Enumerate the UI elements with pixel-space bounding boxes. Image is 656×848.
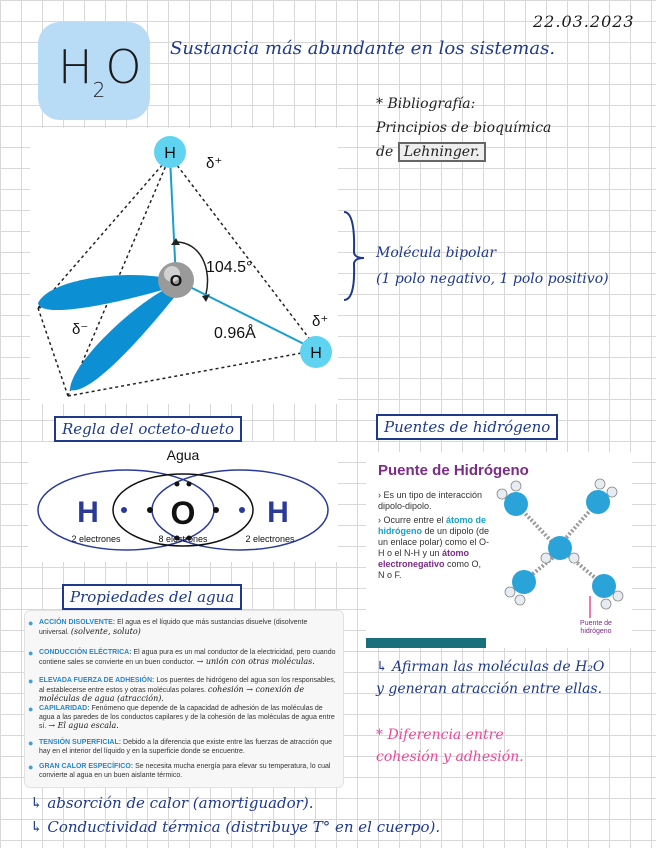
lewis-h-left: H bbox=[77, 496, 99, 529]
water-molecule-diagram bbox=[30, 128, 338, 404]
label-center: 8 electrones bbox=[158, 534, 208, 544]
water-drop-icon: ● bbox=[28, 618, 34, 628]
hydrogen-bond-title: Puentes de hidrógeno bbox=[376, 414, 558, 440]
atom-o: O bbox=[169, 273, 183, 290]
slide-heading: Puente de Hidrógeno bbox=[378, 462, 529, 479]
bullet-1: › Es un tipo de interacción dipolo-dipolo. bbox=[378, 490, 483, 511]
water-drop-icon: ● bbox=[28, 704, 34, 714]
hbond-caption: Puente de hidrógeno bbox=[580, 620, 612, 635]
property-item: ● TENSIÓN SUPERFICIAL: Debido a la diferencia que existe entre las fuerzas de atracción que hay en el interior del líquido y en la superficie donde se encuentre. bbox=[28, 738, 332, 755]
atom-h-top: H bbox=[164, 145, 176, 162]
lewis-h-right: H bbox=[267, 496, 289, 529]
water-drop-icon: ● bbox=[28, 676, 34, 686]
property-item: ● ACCIÓN DISOLVENTE: El agua es el líquido que más sustancias disuelve (disolvente universal. (solvente, soluto) bbox=[28, 618, 308, 636]
properties-title: Propiedades del agua bbox=[62, 584, 242, 610]
cohesion-adhesion-note: * Diferencia entre cohesión y adhesión. bbox=[376, 727, 524, 765]
delta-minus: δ⁻ bbox=[72, 321, 89, 338]
bibliography-note: * Bibliografía: Principios de bioquímica de Lehninger. bbox=[376, 96, 552, 160]
property-item: ● CONDUCCIÓN ELÉCTRICA: El agua pura es un mal conductor de la electricidad, pero cuando contiene sales se convierte en un buen conductor. → unión con otras moléculas. bbox=[28, 648, 336, 666]
bipolar-note: Molécula bipolar (1 polo negativo, 1 polo positivo) bbox=[376, 245, 609, 287]
slide-bullets bbox=[378, 490, 490, 584]
lewis-structure-diagram bbox=[28, 442, 338, 562]
page-subtitle: Sustancia más abundante en los sistemas. bbox=[170, 38, 556, 59]
hbond-molecules bbox=[490, 478, 630, 618]
slide-footer-bar bbox=[366, 638, 486, 648]
bond-angle: 104.5° bbox=[206, 259, 253, 276]
hbond-note: ↳ Afirman las moléculas de H₂O y generan atracción entre ellas. bbox=[376, 659, 605, 697]
water-drop-icon: ● bbox=[28, 648, 34, 658]
atom-h-right: H bbox=[310, 345, 322, 362]
property-item: ● GRAN CALOR ESPECÍFICO: Se necesita mucha energía para elevar su temperatura, lo cual convierte al agua en un buen aislante térmico. bbox=[28, 762, 331, 779]
octet-rule-title: Regla del octeto-dueto bbox=[54, 416, 242, 442]
hydrogen-bond-slide bbox=[366, 452, 632, 648]
book-name: Lehninger. bbox=[398, 142, 486, 162]
bond-length: 0.96Å bbox=[214, 325, 256, 342]
water-drop-icon: ● bbox=[28, 762, 34, 772]
water-drop-icon: ● bbox=[28, 738, 34, 748]
label-right: 2 electrones bbox=[245, 534, 295, 544]
delta-plus-right: δ⁺ bbox=[312, 313, 329, 330]
date: 22.03.2023 bbox=[533, 12, 635, 31]
lewis-o: O bbox=[170, 495, 196, 531]
thermal-conductivity-note: ↳ Conductividad térmica (distribuye T° en el cuerpo). bbox=[30, 818, 441, 836]
heat-absorption-note: ↳ absorción de calor (amortiguador). bbox=[30, 794, 314, 812]
delta-plus-top: δ⁺ bbox=[206, 155, 223, 172]
properties-list bbox=[24, 610, 344, 788]
lewis-title: Agua bbox=[166, 447, 200, 463]
label-left: 2 electrones bbox=[71, 534, 121, 544]
property-item: ● CAPILARIDAD: Fenómeno que depende de la capacidad de adhesión de las moléculas de agua a las paredes de los conductos capilares y de la cohesión de las moléculas de agua entre sí. → El agua escala. bbox=[28, 704, 335, 731]
curly-brace bbox=[340, 208, 370, 304]
bullet-2: › Ocurre entre el átomo de hidrógeno de un dipolo (de un enlace polar) como el O-H o el N-H y un átomo electronegativo como O, N o F. bbox=[378, 515, 490, 580]
property-item: ● ELEVADA FUERZA DE ADHESIÓN: Los puentes de hidrógeno del agua son los responsables, al establecerse entre estos y otras moléculas polares. cohesión → conexión de moléculas de agua (atracción). bbox=[28, 676, 336, 704]
formula-title: $H_2O$ bbox=[58, 40, 142, 102]
